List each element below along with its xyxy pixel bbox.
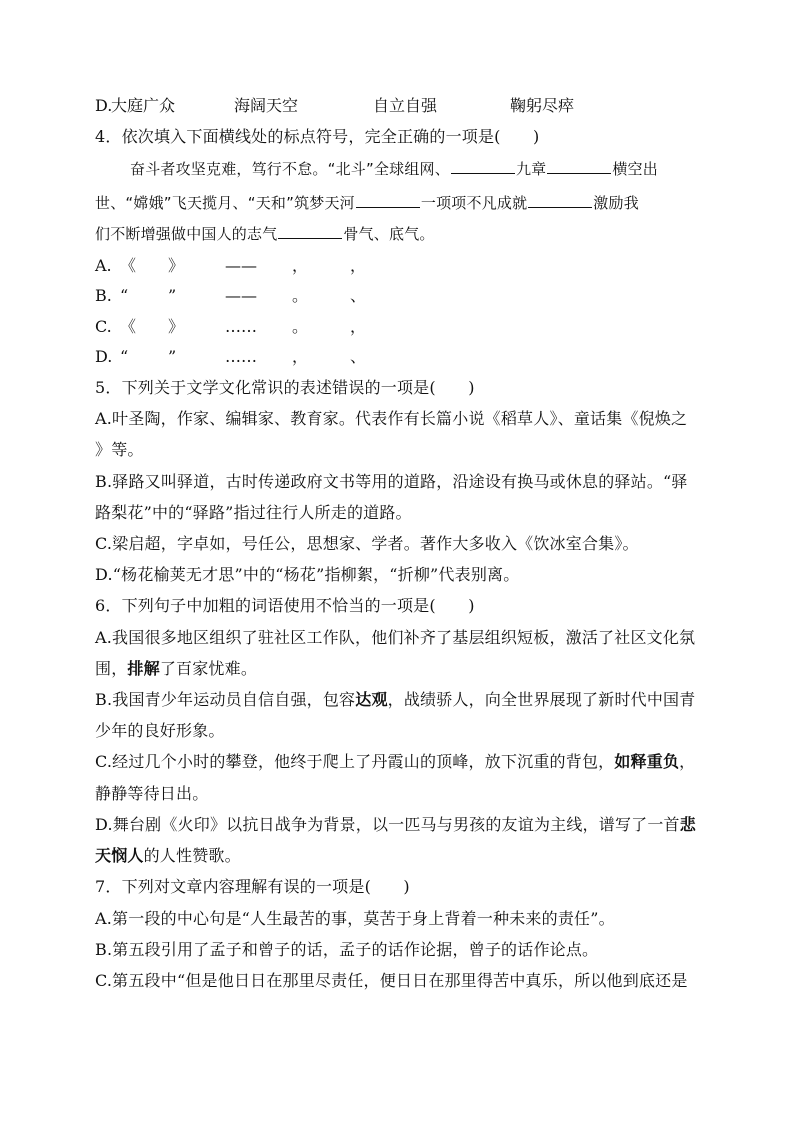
q6-option-d-line-2	[95, 846, 241, 866]
punctuation: ，	[292, 347, 309, 366]
q7-option-b: B.第五段引用了孟子和曾子的话，孟子的话作论据，曾子的话作论点。	[95, 940, 599, 959]
passage-text: 一项项不凡成就	[420, 194, 528, 212]
option-letter: D.	[95, 347, 113, 366]
punctuation: ，	[292, 256, 309, 275]
q5-option-b-line-1: B.驿路又叫驿道，古时传递政府文书等用的道路，沿途设有换马或休息的驿站。“驿	[95, 472, 688, 491]
q6-option-a-line-2	[95, 659, 257, 679]
answer-blank	[356, 193, 420, 208]
punctuation: 《	[120, 317, 137, 336]
sentence-text: 了百家忧难。	[159, 659, 258, 678]
question-7-stem: 7．下列对文章内容理解有误的一项是( )	[95, 877, 410, 896]
bold-term: 排解	[127, 659, 160, 678]
punctuation: ，	[350, 317, 367, 336]
punctuation: 、	[350, 286, 367, 305]
sentence-text: B.我国青少年运动员自信自强，包容	[95, 690, 356, 709]
q5-option-a-line-2: 》等。	[95, 440, 144, 459]
q6-option-c-line-1	[95, 752, 695, 772]
answer-blank	[278, 224, 342, 239]
punctuation: ”	[168, 286, 177, 305]
sentence-text: ，战绩骄人，向全世界展现了新时代中国青	[387, 690, 696, 709]
passage-text: 世、“嫦娥”飞天揽月、“天和”筑梦天河	[95, 194, 355, 212]
q5-option-a-line-1: A.叶圣陶，作家、编辑家、教育家。代表作有长篇小说《稻草人》、童话集《倪焕之	[95, 409, 688, 428]
question-5-stem: 5．下列关于文学文化常识的表述错误的一项是( )	[95, 378, 475, 397]
q5-option-d: D.“杨花榆荚无才思”中的“杨花”指柳絮，“折柳”代表别离。	[95, 565, 520, 584]
sentence-text: ，	[679, 752, 696, 771]
q6-option-a-line-1: A.我国很多地区组织了驻社区工作队，他们补齐了基层组织短板，激活了社区文化氛	[95, 628, 696, 647]
passage-text: 们不断增强做中国人的志气	[95, 225, 278, 243]
q7-option-a: A.第一段的中心句是“人生最苦的事，莫苦于身上背着一种未来的责任”。	[95, 909, 615, 928]
punctuation: ……	[225, 347, 257, 366]
answer-blank	[528, 193, 592, 208]
punctuation: “	[120, 286, 129, 305]
option-word: 自立自强	[373, 96, 438, 115]
punctuation: ”	[168, 347, 177, 366]
q7-option-c-line-1: C.第五段中“但是他日日在那里尽责任，便日日在那里得苦中真乐，所以他到底还是	[95, 971, 688, 990]
option-word: 大庭广众	[111, 96, 176, 115]
punctuation: “	[120, 347, 129, 366]
option-letter: B.	[95, 286, 112, 305]
punctuation: 。	[292, 286, 309, 305]
punctuation: 》	[168, 317, 185, 336]
passage-text: 九章	[515, 160, 547, 178]
q4-passage-line-1	[130, 159, 658, 179]
q6-option-b-line-2: 少年的良好形象。	[95, 721, 225, 740]
punctuation: 》	[168, 256, 185, 275]
punctuation: ——	[225, 286, 257, 305]
sentence-text: 围，	[95, 659, 128, 678]
passage-text: 激励我	[593, 194, 639, 212]
punctuation: 。	[292, 317, 309, 336]
q4-passage-line-2	[95, 193, 639, 213]
answer-blank	[547, 159, 611, 174]
answer-blank	[451, 159, 515, 174]
bold-term: 如释重负	[614, 752, 680, 771]
q6-option-d-line-1	[95, 815, 696, 835]
sentence-text: C.经过几个小时的攀登，他终于爬上了丹霞山的顶峰，放下沉重的背包，	[95, 752, 615, 771]
punctuation: 《	[120, 256, 137, 275]
bold-term: 悲	[679, 815, 696, 834]
option-letter: D.	[95, 96, 113, 115]
punctuation: ——	[225, 256, 257, 275]
question-4-stem: 4．依次填入下面横线处的标点符号，完全正确的一项是( )	[95, 127, 540, 146]
q5-option-c: C.梁启超，字卓如，号任公，思想家、学者。著作大多收入《饮冰室合集》。	[95, 534, 639, 553]
punctuation: ……	[225, 317, 257, 336]
option-letter: A.	[95, 256, 112, 275]
passage-text: 横空出	[612, 160, 658, 178]
q6-option-b-line-1	[95, 690, 695, 710]
q5-option-b-line-2: 路梨花”中的“驿路”指过往行人所走的道路。	[95, 503, 412, 522]
bold-term: 天悯人	[95, 846, 144, 865]
punctuation: ，	[350, 256, 367, 275]
sentence-text: D.舞台剧《火印》以抗日战争为背景，以一匹马与男孩的友谊为主线，谱写了一首	[95, 815, 680, 834]
option-letter: C.	[95, 317, 112, 336]
bold-term: 达观	[355, 690, 388, 709]
q4-passage-line-3	[95, 224, 435, 244]
question-6-stem: 6．下列句子中加粗的词语使用不恰当的一项是( )	[95, 596, 475, 615]
sentence-text: 的人性赞歌。	[143, 846, 241, 865]
option-word: 鞠躬尽瘁	[510, 96, 575, 115]
option-word: 海阔天空	[234, 96, 299, 115]
passage-text: 骨气、底气。	[343, 225, 435, 243]
q6-option-c-line-2: 静静等待日出。	[95, 784, 209, 803]
punctuation: 、	[350, 347, 367, 366]
passage-text: 奋斗者攻坚克难，笃行不怠。“北斗”全球组网、	[130, 160, 450, 178]
